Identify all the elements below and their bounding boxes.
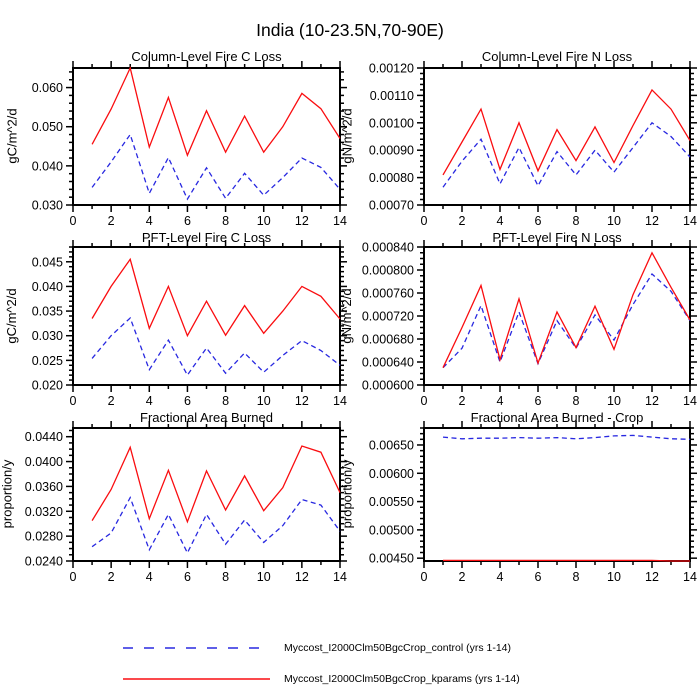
svg-text:4: 4 — [145, 214, 153, 228]
svg-text:8: 8 — [572, 214, 580, 228]
svg-text:0.00500: 0.00500 — [368, 523, 414, 538]
panel-5-y-axis-label: proportion/y — [339, 459, 355, 529]
svg-text:2: 2 — [107, 570, 115, 584]
svg-text:0.0240: 0.0240 — [24, 554, 63, 569]
panel-0-series-kparams — [92, 68, 340, 155]
svg-text:6: 6 — [183, 394, 191, 408]
svg-text:0.0360: 0.0360 — [24, 479, 63, 494]
legend-kparams-label: Myccost_I2000Clm50BgcCrop_kparams (yrs 1-14) — [284, 673, 520, 685]
panel-4-plot — [25, 421, 347, 584]
svg-text:2: 2 — [107, 214, 115, 228]
svg-text:0.020: 0.020 — [31, 378, 63, 393]
svg-text:0: 0 — [420, 394, 428, 408]
svg-text:2: 2 — [458, 394, 466, 408]
svg-text:0.0440: 0.0440 — [24, 430, 63, 445]
svg-text:0.00120: 0.00120 — [368, 61, 414, 76]
panel-1-plot — [369, 61, 697, 228]
svg-text:10: 10 — [256, 214, 271, 228]
svg-text:10: 10 — [607, 394, 621, 408]
svg-text:4: 4 — [496, 214, 504, 228]
svg-text:4: 4 — [496, 394, 504, 408]
svg-text:4: 4 — [496, 570, 504, 584]
panel-4-y-axis-label: proportion/y — [0, 459, 15, 529]
svg-text:0.00080: 0.00080 — [368, 171, 414, 186]
svg-text:2: 2 — [458, 570, 466, 584]
svg-text:0.00550: 0.00550 — [368, 495, 414, 510]
svg-text:6: 6 — [183, 214, 191, 228]
svg-text:14: 14 — [333, 214, 347, 228]
svg-text:6: 6 — [534, 214, 542, 228]
svg-text:0: 0 — [69, 394, 77, 408]
panel-3-series-kparams — [443, 253, 690, 368]
panel-2-series-control — [92, 318, 340, 375]
svg-text:0.00100: 0.00100 — [368, 116, 414, 131]
svg-text:0.00600: 0.00600 — [368, 466, 414, 481]
svg-text:0.0320: 0.0320 — [24, 504, 63, 519]
legend-control-label: Myccost_I2000Clm50BgcCrop_control (yrs 1-14) — [284, 642, 512, 654]
svg-text:8: 8 — [572, 394, 580, 408]
svg-text:8: 8 — [222, 214, 230, 228]
panel-5-series-control — [443, 435, 690, 439]
svg-text:0: 0 — [420, 214, 428, 228]
panel-1-series-kparams — [443, 90, 690, 175]
panel-5-plot — [369, 421, 697, 584]
svg-text:0.00450: 0.00450 — [368, 551, 414, 566]
svg-text:0.040: 0.040 — [31, 159, 63, 174]
svg-text:4: 4 — [145, 394, 153, 408]
svg-text:0.025: 0.025 — [31, 353, 63, 368]
svg-text:12: 12 — [645, 570, 659, 584]
svg-text:0: 0 — [69, 214, 77, 228]
svg-text:14: 14 — [333, 570, 347, 584]
svg-text:0.000600: 0.000600 — [361, 378, 414, 393]
panel-3-axes — [417, 240, 697, 392]
svg-text:0.00070: 0.00070 — [368, 198, 414, 213]
panel-1-tick-labels — [369, 62, 697, 229]
panel-2-series-kparams — [92, 259, 340, 335]
svg-text:0.030: 0.030 — [31, 198, 63, 213]
svg-text:14: 14 — [683, 394, 697, 408]
svg-text:0.000800: 0.000800 — [361, 263, 414, 278]
panel-0-axes — [66, 61, 347, 212]
svg-text:0.000640: 0.000640 — [361, 355, 414, 370]
legend-control-line-swatch — [123, 646, 270, 650]
panel-2-y-axis-label: gC/m^2/d — [4, 288, 19, 344]
panel-4-series-control — [92, 498, 340, 553]
svg-text:12: 12 — [294, 394, 309, 408]
svg-text:12: 12 — [294, 214, 309, 228]
panel-1-y-axis-label: gN/m^2/d — [339, 108, 355, 164]
panel-3-plot — [362, 240, 697, 408]
panel-5-title: Fractional Area Burned - Crop — [470, 410, 644, 425]
svg-text:8: 8 — [222, 570, 230, 584]
svg-text:0.00110: 0.00110 — [369, 88, 414, 103]
svg-text:0.0400: 0.0400 — [24, 455, 63, 470]
svg-text:8: 8 — [572, 570, 580, 584]
figure-title: India (10-23.5N,70-90E) — [256, 20, 444, 40]
panel-3-title: PFT-Level Fire N Loss — [492, 230, 622, 245]
panel-0-plot — [32, 61, 347, 228]
svg-text:10: 10 — [256, 394, 271, 408]
panel-2-plot — [32, 240, 347, 408]
svg-text:6: 6 — [534, 570, 542, 584]
svg-text:0.050: 0.050 — [31, 120, 63, 135]
svg-text:0.00650: 0.00650 — [368, 438, 414, 453]
svg-text:14: 14 — [683, 570, 697, 584]
svg-text:14: 14 — [683, 214, 697, 228]
svg-text:6: 6 — [534, 394, 542, 408]
panel-5-tick-labels — [369, 438, 697, 584]
panel-1-title: Column-Level Fire N Loss — [481, 49, 633, 64]
svg-text:0: 0 — [69, 570, 77, 584]
svg-text:0.030: 0.030 — [31, 329, 63, 344]
svg-text:2: 2 — [107, 394, 115, 408]
svg-text:6: 6 — [183, 570, 191, 584]
panel-0-title: Column-Level Fire C Loss — [131, 49, 282, 64]
svg-text:10: 10 — [607, 214, 621, 228]
panel-1-axes — [417, 61, 697, 212]
svg-text:0.0280: 0.0280 — [24, 529, 63, 544]
panel-5-series-kparams — [443, 560, 690, 561]
svg-text:0.000680: 0.000680 — [361, 332, 414, 347]
svg-text:8: 8 — [222, 394, 230, 408]
svg-text:12: 12 — [645, 214, 659, 228]
svg-text:0.035: 0.035 — [31, 304, 63, 319]
svg-text:10: 10 — [256, 570, 271, 584]
svg-text:10: 10 — [607, 570, 621, 584]
svg-text:0.00090: 0.00090 — [368, 143, 414, 158]
svg-text:12: 12 — [294, 570, 309, 584]
panel-2-title: PFT-Level Fire C Loss — [141, 230, 272, 245]
panel-0-series-control — [92, 135, 340, 200]
panel-4-series-kparams — [92, 446, 340, 522]
panel-5-axes — [417, 421, 697, 568]
panel-3-y-axis-label: gN/m^2/d — [339, 288, 354, 344]
svg-text:0.045: 0.045 — [31, 255, 63, 270]
svg-text:0.060: 0.060 — [31, 81, 63, 96]
svg-text:0.040: 0.040 — [31, 279, 63, 294]
svg-text:0: 0 — [420, 570, 428, 584]
svg-text:0.000760: 0.000760 — [361, 286, 414, 301]
svg-text:4: 4 — [145, 570, 153, 584]
svg-text:12: 12 — [645, 394, 659, 408]
svg-text:2: 2 — [458, 214, 466, 228]
svg-text:14: 14 — [333, 394, 347, 408]
legend-kparams-line-swatch — [123, 677, 270, 681]
svg-text:0.000720: 0.000720 — [361, 309, 414, 324]
panel-2-axes — [66, 240, 347, 392]
panel-0-y-axis-label: gC/m^2/d — [4, 108, 20, 164]
panel-4-title: Fractional Area Burned — [140, 410, 273, 425]
svg-text:0.000840: 0.000840 — [361, 240, 414, 255]
panel-1-series-control — [443, 123, 690, 187]
